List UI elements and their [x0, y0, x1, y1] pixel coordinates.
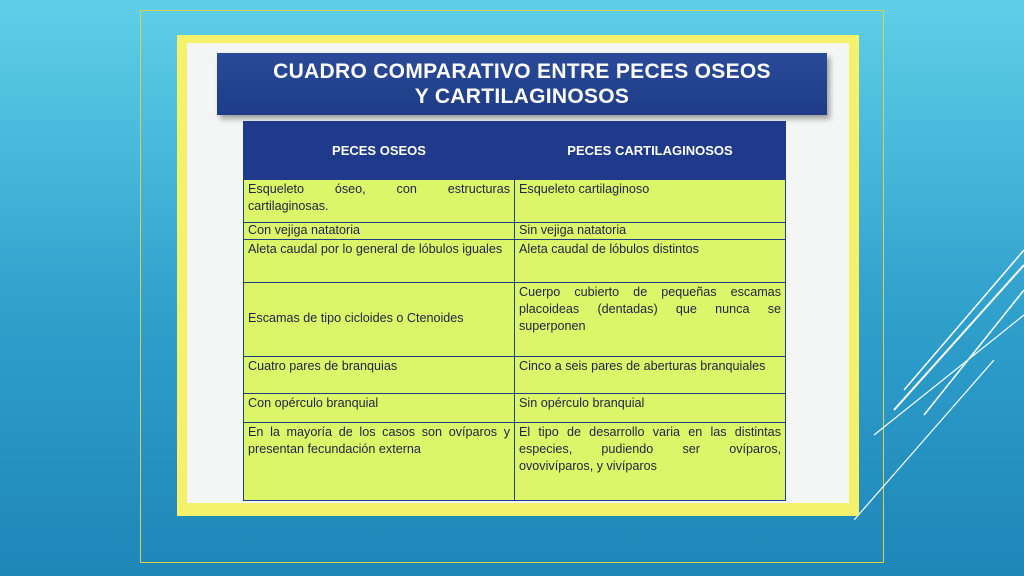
cell-cartilaginosos: El tipo de desarrollo varia en las distintas especies, pudiendo ser ovíparos, ovovivíparos, y vivíparos	[515, 423, 786, 501]
table-row	[244, 240, 786, 283]
table-image-inner	[187, 43, 849, 503]
title-line-2: Y CARTILAGINOSOS	[414, 85, 630, 108]
table-row	[244, 394, 786, 423]
cell-cartilaginosos: Aleta caudal de lóbulos distintos	[515, 240, 786, 283]
cell-oseos: Aleta caudal por lo general de lóbulos iguales	[244, 240, 515, 283]
table-row	[244, 223, 786, 240]
table-header-row	[244, 122, 786, 180]
comparison-table	[243, 121, 786, 501]
table-image-panel	[177, 35, 859, 516]
cell-oseos: Con opérculo branquial	[244, 394, 515, 423]
cell-cartilaginosos: Cuerpo cubierto de pequeñas escamas placoideas (dentadas) que nunca se superponen	[515, 283, 786, 357]
title-line-1: CUADRO COMPARATIVO ENTRE PECES OSEOS	[273, 60, 771, 83]
decorative-lines	[854, 240, 1024, 530]
cell-oseos: Escamas de tipo cicloides o Ctenoides	[244, 283, 515, 357]
cell-oseos: Esqueleto óseo, con estructuras cartilaginosas.	[244, 180, 515, 223]
cell-cartilaginosos: Cinco a seis pares de aberturas branquiales	[515, 357, 786, 394]
cell-oseos: Cuatro pares de branquias	[244, 357, 515, 394]
cell-cartilaginosos: Sin vejiga natatoria	[515, 223, 786, 240]
header-peces-cartilaginosos: PECES CARTILAGINOSOS	[515, 122, 786, 180]
table-row	[244, 423, 786, 501]
cell-oseos: En la mayoría de los casos son ovíparos y presentan fecundación externa	[244, 423, 515, 501]
cell-cartilaginosos: Esqueleto cartilaginoso	[515, 180, 786, 223]
cell-oseos: Con vejiga natatoria	[244, 223, 515, 240]
table-row	[244, 283, 786, 357]
table-row	[244, 357, 786, 394]
header-peces-oseos: PECES OSEOS	[244, 122, 515, 180]
cell-cartilaginosos: Sin opérculo branquial	[515, 394, 786, 423]
title-banner	[217, 53, 827, 115]
table-row	[244, 180, 786, 223]
